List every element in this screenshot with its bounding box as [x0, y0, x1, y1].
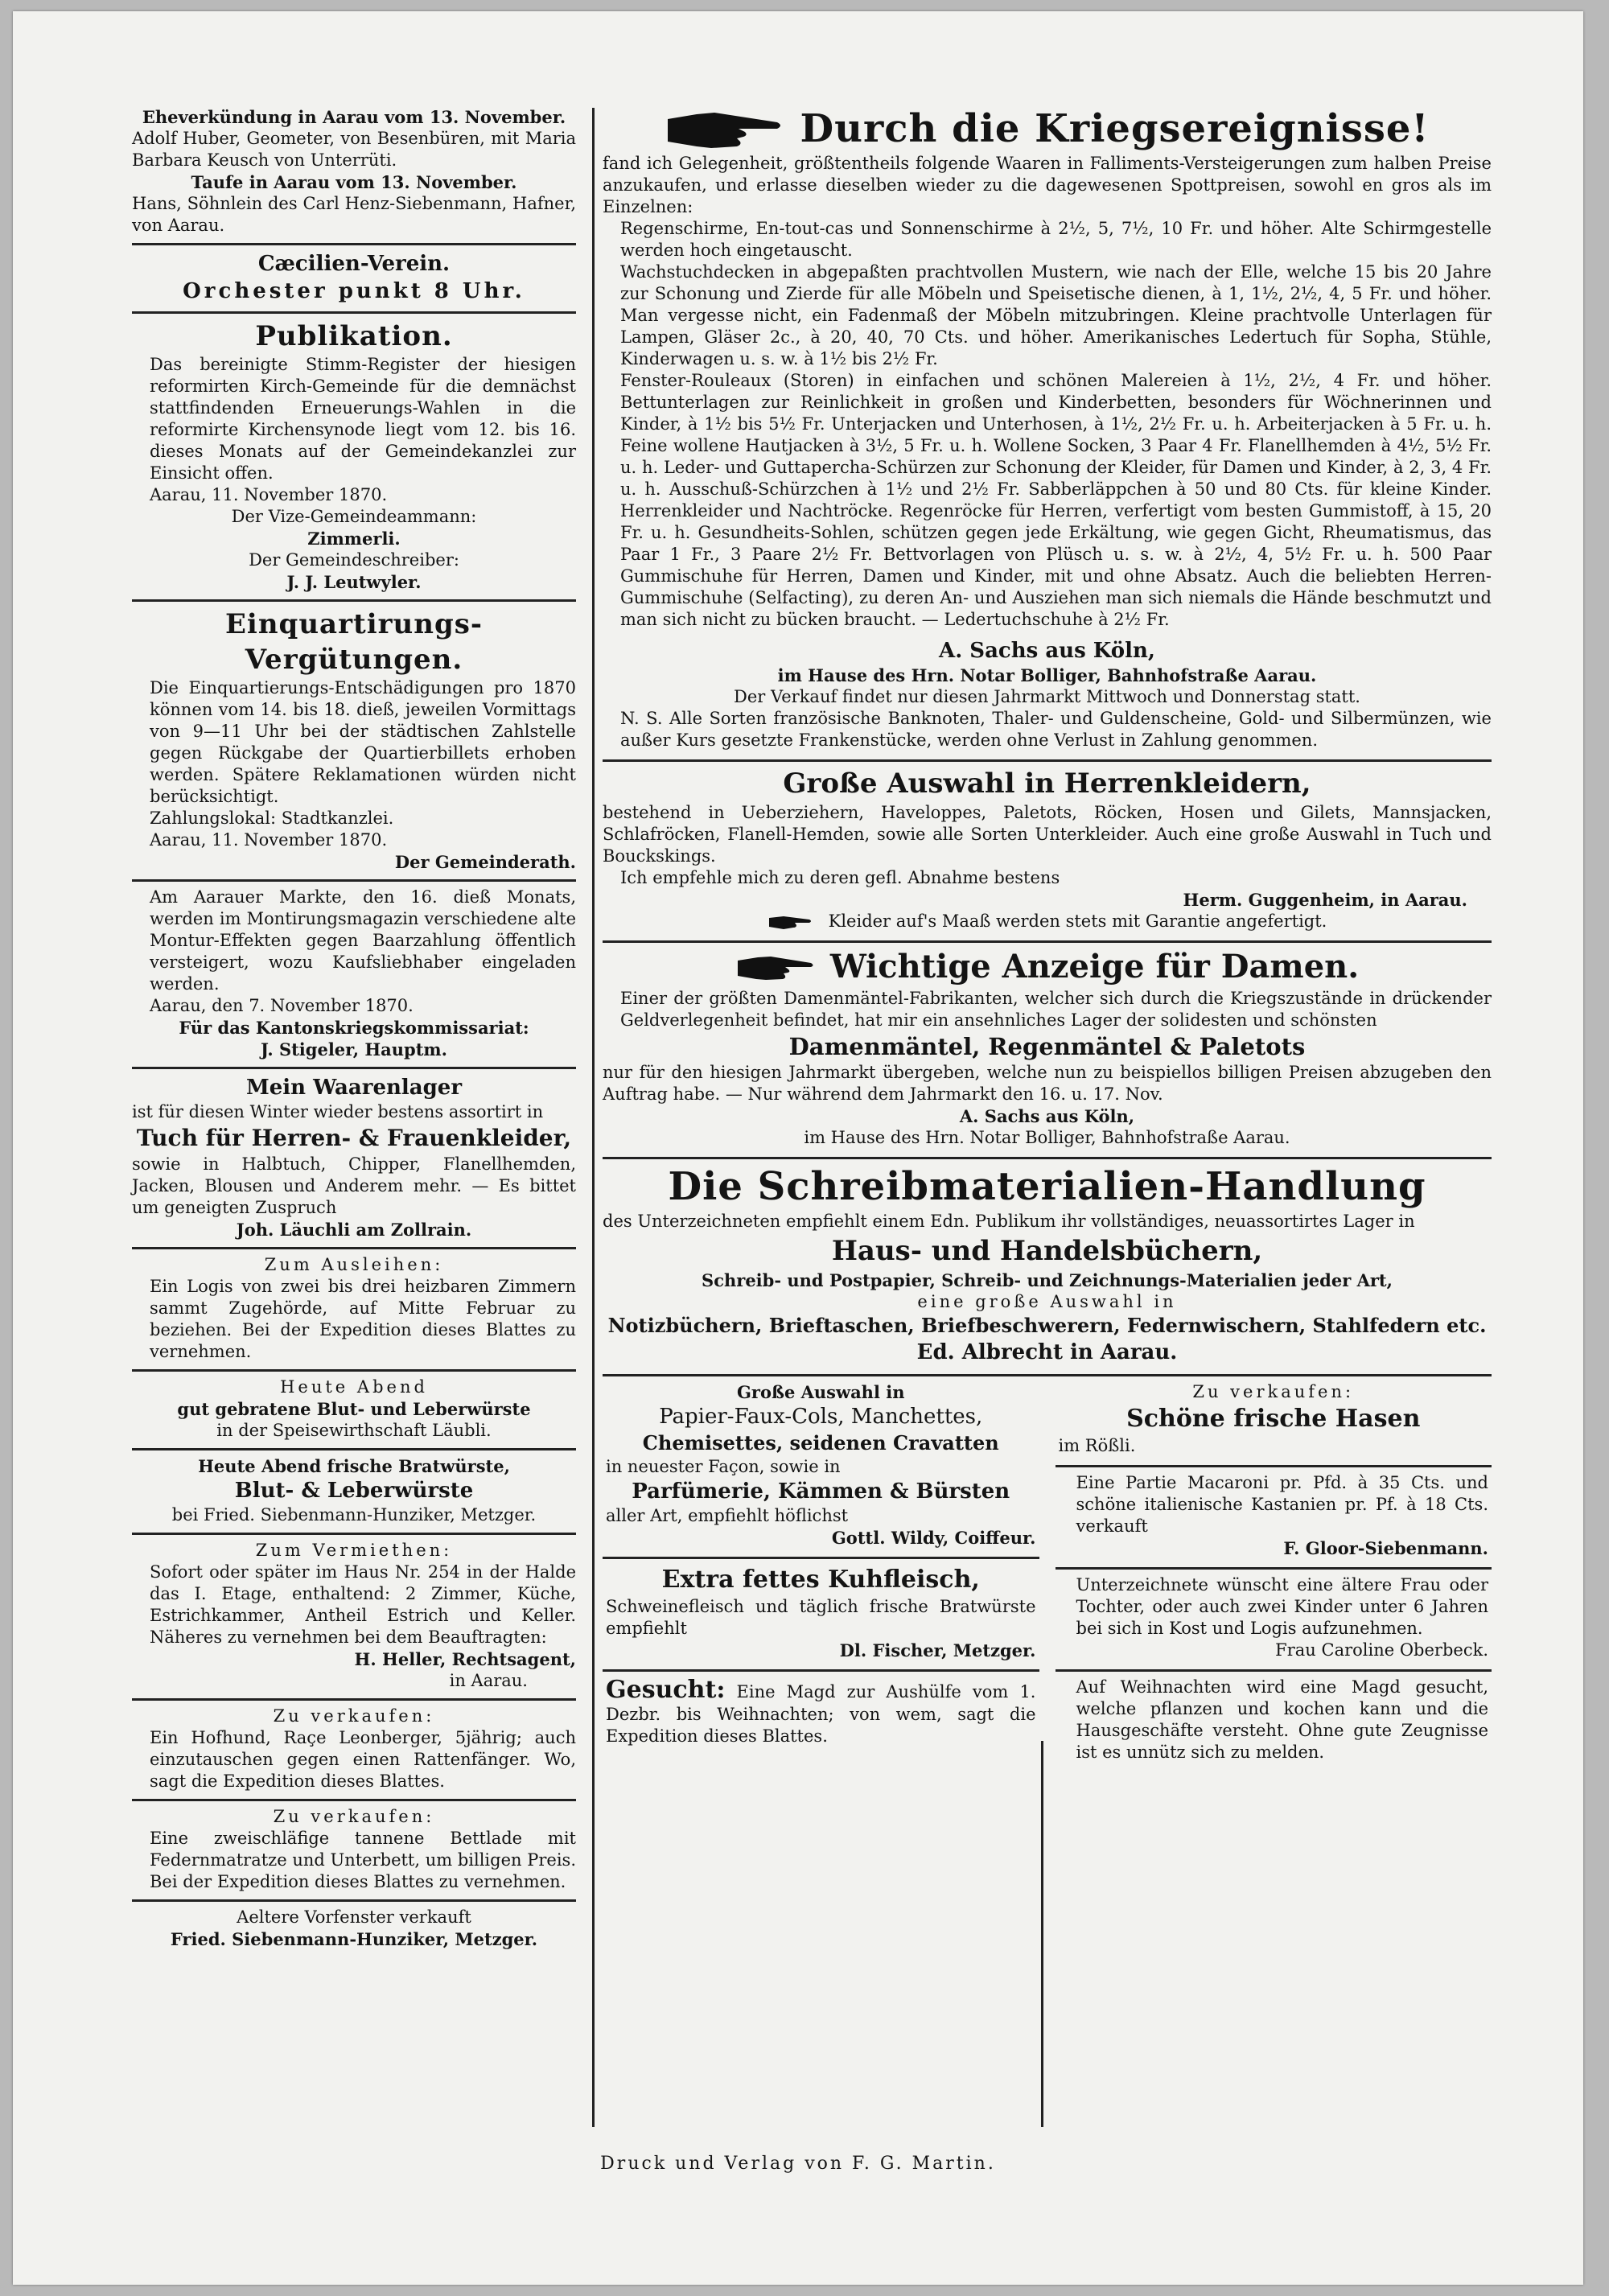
ad-hofhund: [132, 1701, 576, 1801]
logis-body: Ein Logis von zwei bis drei heizbaren Zimmern sammt Zugehörde, auf Mitte Februar zu beziehen. Bei der Expedition dieses Blattes zu vernehmen.: [150, 1277, 576, 1361]
ad-eheverkuendung: [132, 101, 576, 245]
gesucht-label: Gesucht:: [606, 1676, 726, 1704]
einquartierung-title: Einquartirungs-Vergütungen.: [225, 608, 483, 676]
small-ads-right: [1056, 1376, 1492, 1771]
wildy-l6: aller Art, empfiehlt höflichst: [606, 1506, 849, 1525]
schreib-title: Die Schreibmaterialien-Handlung: [668, 1164, 1426, 1209]
ad-heute-abend-1: [132, 1372, 576, 1450]
schreib-l4: Notizbüchern, Brieftaschen, Briefbeschwerern, Federnwischern, Stahlfedern etc.: [607, 1314, 1487, 1337]
kriegs-p2: Wachstuchdecken in abgepaßten prachtvollen Mustern, wie nach der Elle, welche 15 bis 20 Jahre zur Schonung und Zierde für alle Möbeln und Speisetische dienen, à 1, 1½, 2½, 4, 5 Fr. und höher. Man vergesse nicht, ein Fadenmaß der Möbeln mitzubringen. Kleine prachtvolle Unterlagen für Lampen, Gläser 2c., à 20, 40, 70 Cts. und höher. Amerikanisches Ledertuch für Sopha, Stühle, Kinderwagen u. s. w. à 1½ bis 2½ Fr.: [620, 262, 1492, 368]
heute1-l3: in der Speisewirthschaft Läubli.: [216, 1421, 492, 1440]
small-ads-grid: [603, 1376, 1492, 1771]
publikation-date: Aarau, 11. November 1870.: [150, 485, 388, 504]
ad-logis: [132, 1249, 576, 1372]
newspaper-page: [13, 11, 1583, 2285]
einquartierung-date: Aarau, 11. November 1870.: [150, 830, 388, 850]
hasen-place: im Rößli.: [1058, 1436, 1136, 1455]
vermiethen-body: Sofort oder später im Haus Nr. 254 in der Halde das I. Etage, enthaltend: 2 Zimmer, Küche, Estrichkammer, Antheil Estrich und Keller. Näheres zu vernehmen bei dem Beauftragten:: [150, 1562, 576, 1647]
schreib-sign: Ed. Albrecht in Aarau.: [916, 1340, 1178, 1364]
damen-big: Damenmäntel, Regenmäntel & Paletots: [788, 1033, 1306, 1060]
kriegs-header: [603, 105, 1492, 153]
subcolumn-divider: [1041, 1741, 1043, 2127]
ad-wildy: [603, 1376, 1039, 1559]
kriegs-sign2: im Hause des Hrn. Notar Bolliger, Bahnhofstraße Aarau.: [777, 665, 1317, 685]
waarenlager-body: sowie in Halbtuch, Chipper, Flanellhemden, Jacken, Blousen und Anderem mehr. — Es bittet um geneigten Zuspruch: [132, 1154, 576, 1217]
pointing-hand-icon: [767, 912, 813, 932]
kuhfleisch-title: Extra fettes Kuhfleisch,: [661, 1566, 980, 1594]
damen-title: Wichtige Anzeige für Damen.: [829, 948, 1360, 985]
kuhfleisch-body: Schweinefleisch und täglich frische Bratwürste empfiehlt: [606, 1597, 1036, 1638]
hofhund-head: Zu verkaufen:: [273, 1706, 435, 1726]
einquartierung-body: Die Einquartierungs-Entschädigungen pro 1870 können vom 14. bis 18. dieß, jeweilen Vormittags von 9—11 Uhr bei der städtischen Zahlstelle gegen Rückgabe der Quartierbillets erhoben werden. Spätere Reklamationen würden nicht berücksichtigt.: [150, 678, 576, 806]
ad-waarenlager: [132, 1069, 576, 1249]
ad-magd: [1056, 1672, 1492, 1771]
montur-sign: J. Stigeler, Hauptm.: [261, 1039, 447, 1060]
kriegs-p1: Regenschirme, En-tout-cas und Sonnenschirme à 2½, 5, 7½, 10 Fr. und höher. Alte Schirmgestelle werden hoch eingetauscht.: [620, 219, 1492, 260]
bettlade-head: Zu verkaufen:: [273, 1807, 435, 1826]
waarenlager-intro: ist für diesen Winter wieder bestens assortirt in: [132, 1102, 544, 1121]
ad-herrenkleider: [603, 762, 1492, 943]
hofhund-body: Ein Hofhund, Raçe Leonberger, 5jährig; auch einzutauschen gegen einen Rattenfänger. Wo, sagt die Expedition dieses Blattes.: [150, 1728, 576, 1791]
kriegs-p3: Fenster-Rouleaux (Storen) in einfachen und schönen Malereien à 1½, 2½, 4 Fr. und höher. Bettunterlagen zur Reinlichkeit in großen und Kinderbetten, besonders für Wöchnerinnen und Kinder, à 1½ bis 5½ Fr. Unterjacken und Unterhosen, à 1½, 2½ Fr. u. h. Arbeiterjacken à 5 Fr. u. h. Feine wollene Hautjacken à 3½, 5 Fr. u. h. Wollene Socken, 3 Paar 4 Fr. Flanellhemden à 4½, 5½ Fr. u. h. Leder- und Guttapercha-Schürzen zur Schonung der Kleider, für Damen und Kinder, à 2, 3, 4 Fr. u. h. Ausschuß-Schürzchen à 1½ und 2½ Fr. Sabberläppchen à 50 und 80 Cts. für kleine Kinder. Herrenkleider und Nachtröcke. Regenröcke für Herren, verfertigt vom besten Gummistoff, à 15, 20 Fr. u. h. Gesundheits-Sohlen, schützen gegen jede Erkältung, wie gegen Gicht, Rheumatismus, das Paar 1 Fr., 3 Paare 2½ Fr. Bettvorlagen von Plüsch u. s. w. à 2½, 4, 5½ Fr. u. h. 500 Paar Gummischuhe für Herren, Damen und Kinder, mit und ohne Absatz. Auch die beliebten Herren-Gummischuhe (Selfacting), zu deren An- und Ausziehen man sich niemals die Hände beschmutzt und man sich nicht zu bücken braucht. — Ledertuchschuhe à 2½ Fr.: [620, 371, 1492, 629]
wildy-sign: Gottl. Wildy, Coiffeur.: [831, 1528, 1036, 1548]
vermiethen-sign: H. Heller, Rechtsagent,: [354, 1649, 576, 1669]
damen-header: [603, 946, 1492, 988]
wildy-l3: Chemisettes, seidenen Cravatten: [642, 1431, 999, 1455]
herren-massline-row: [603, 911, 1492, 932]
publikation-title: Publikation.: [255, 320, 453, 352]
ad-kuhfleisch: [603, 1559, 1039, 1672]
magd-body: Auf Weihnachten wird eine Magd gesucht, welche pflanzen und kochen kann und die Hausgeschäfte versteht. Ohne gute Zeugnisse ist es unnütz sich zu melden.: [1076, 1677, 1488, 1762]
ad-damen: [603, 943, 1492, 1159]
gesucht-body: Eine Magd zur Aushülfe vom 1. Dezbr. bis Weihnachten; von wem, sagt die Expedition dieses Blattes.: [606, 1682, 1036, 1746]
herren-body: bestehend in Ueberziehern, Haveloppes, Paletots, Röcken, Hosen und Gilets, Mannsjacken, Schlafröcken, Flanell-Hemden, sowie alle Sorten Unterkleider. Auch eine große Auswahl in Tuch und Bouckskings.: [603, 803, 1492, 866]
ad-vorfenster: [132, 1902, 576, 1957]
vermiethen-place: in Aarau.: [449, 1671, 528, 1690]
ad-hasen: [1056, 1376, 1492, 1467]
publikation-name2: J. J. Leutwyler.: [286, 572, 422, 592]
schreib-l2: Schreib- und Postpapier, Schreib- und Zeichnungs-Materialien jeder Art,: [702, 1270, 1393, 1290]
kriegs-verkauf: Der Verkauf findet nur diesen Jahrmarkt Mittwoch und Donnerstag statt.: [734, 687, 1360, 706]
herren-massline: Kleider auf's Maaß werden stets mit Garantie angefertigt.: [828, 911, 1327, 931]
einquartierung-lokal: Zahlungslokal: Stadtkanzlei.: [150, 809, 394, 828]
kriegs-sign1: A. Sachs aus Köln,: [939, 639, 1155, 663]
montur-office: Für das Kantonskriegskommissariat:: [179, 1018, 529, 1038]
publikation-office2: Der Gemeindeschreiber:: [249, 550, 459, 570]
publikation-body: Das bereinigte Stimm-Register der hiesigen reformirten Kirch-Gemeinde für die demnächst stattfindenden Erneuerungs-Wahlen in die reformirte Kirchensynode liegt vom 12. bis 16. dieses Monats auf der Gemeindekanzlei zur Einsicht offen.: [150, 355, 576, 483]
ad-einquartierung: [132, 602, 576, 882]
ad-publikation: [132, 314, 576, 602]
herren-sign: Herm. Guggenheim, in Aarau.: [1183, 890, 1467, 910]
caecilien-line: Orchester punkt 8 Uhr.: [183, 279, 525, 303]
column-divider: [592, 108, 595, 2127]
wildy-l2: Papier-Faux-Cols, Manchettes,: [659, 1405, 983, 1429]
heute2-l3: bei Fried. Siebenmann-Hunziker, Metzger.: [171, 1505, 537, 1524]
caecilien-title: Cæcilien-Verein.: [257, 252, 451, 276]
vermiethen-head: Zum Vermiethen:: [255, 1541, 453, 1560]
pointing-hand-icon: [665, 105, 785, 153]
ad-macaroni: [1056, 1467, 1492, 1570]
damen-sign1: A. Sachs aus Köln,: [959, 1106, 1135, 1126]
herren-title: Große Auswahl in Herrenkleidern,: [783, 767, 1311, 800]
kriegs-ns: N. S. Alle Sorten französische Banknoten, Thaler- und Guldenscheine, Gold- und Silbermünzen, wie außer Kurs gesetzte Frankenstücke, werden ohne Verlust in Zahlung genommen.: [620, 709, 1492, 750]
ad-bettlade: [132, 1801, 576, 1902]
wildy-l1: Große Auswahl in: [736, 1382, 905, 1402]
vorfenster-l1: Aeltere Vorfenster verkauft: [237, 1907, 471, 1927]
hasen-head: Zu verkaufen:: [1192, 1382, 1355, 1401]
heute2-l2: Blut- & Leberwürste: [234, 1479, 474, 1503]
ad-montur: [132, 882, 576, 1069]
imprint-footer: Druck und Verlag von F. G. Martin.: [600, 2154, 996, 2174]
schreib-big: Haus- und Handelsbüchern,: [831, 1235, 1263, 1267]
logis-head: Zum Ausleihen:: [264, 1255, 444, 1274]
ad-gesucht: [603, 1672, 1039, 1755]
ehe-heading: Eheverkündung in Aarau vom 13. November.: [142, 107, 566, 127]
einquartierung-sign: Der Gemeinderath.: [394, 852, 576, 872]
macaroni-body: Eine Partie Macaroni pr. Pfd. à 35 Cts. und schöne italienische Kastanien pr. Pf. à 18 Cts. verkauft: [1076, 1473, 1488, 1536]
ad-schreibmaterialien: [603, 1159, 1492, 1376]
macaroni-sign: F. Gloor-Siebenmann.: [1283, 1538, 1488, 1558]
damen-sign2: im Hause des Hrn. Notar Bolliger, Bahnhofstraße Aarau.: [804, 1128, 1290, 1147]
ad-heute-abend-2: [132, 1450, 576, 1535]
ad-kriegsereignisse: [603, 101, 1492, 762]
kriegs-intro: fand ich Gelegenheit, größtentheils folgende Waaren in Falliments-Versteigerungen zum halben Preise anzukaufen, und erlasse dieselben wieder zu die dagewesenen Spottpreisen, sowohl en gros als im Einzelnen:: [603, 154, 1492, 216]
right-column: [603, 101, 1492, 1771]
taufe-heading: Taufe in Aarau vom 13. November.: [191, 172, 517, 192]
ad-vermiethen: [132, 1535, 576, 1701]
heute2-l1: Heute Abend frische Bratwürste,: [198, 1456, 510, 1476]
taufe-text: Hans, Söhnlein des Carl Henz-Siebenmann, Hafner, von Aarau.: [132, 194, 576, 235]
damen-body: nur für den hiesigen Jahrmarkt übergeben, welche nun zu beispiellos billigen Preisen abzugeben den Auftrag habe. — Nur während dem Jahrmarkt den 16. u. 17. Nov.: [603, 1063, 1492, 1104]
damen-intro: Einer der größten Damenmäntel-Fabrikanten, welcher sich durch die Kriegszustände in drückender Geldverlegenheit befindet, hat mir ein ansehnliches Lager der solidesten und schönsten: [620, 989, 1492, 1030]
small-ads-gap: [1039, 1376, 1056, 1771]
heute1-l2: gut gebratene Blut- und Leberwürste: [177, 1399, 531, 1419]
waarenlager-big: Tuch für Herren- & Frauenkleider,: [136, 1125, 572, 1151]
waarenlager-sign: Joh. Läuchli am Zollrain.: [236, 1220, 472, 1240]
ad-frau: [1056, 1570, 1492, 1672]
waarenlager-title: Mein Waarenlager: [245, 1076, 463, 1100]
publikation-name1: Zimmerli.: [307, 529, 401, 549]
bettlade-body: Eine zweischläfige tannene Bettlade mit Federnmatratze und Unterbett, um billigen Preis. Bei der Expedition dieses Blattes zu vernehmen.: [150, 1829, 576, 1891]
kriegs-title: Durch die Kriegsereignisse!: [800, 106, 1430, 151]
montur-date: Aarau, den 7. November 1870.: [150, 996, 414, 1015]
pointing-hand-icon: [735, 951, 816, 983]
small-ads-left: [603, 1376, 1039, 1771]
heute1-l1: Heute Abend: [280, 1377, 428, 1397]
frau-body: Unterzeichnete wünscht eine ältere Frau oder Tochter, oder auch zwei Kinder unter 6 Jahren bei sich in Kost und Logis aufzunehmen.: [1076, 1575, 1488, 1638]
herren-recommend: Ich empfehle mich zu deren gefl. Abnahme bestens: [620, 868, 1060, 887]
schreib-l3: eine große Auswahl in: [917, 1292, 1177, 1311]
kuhfleisch-sign: Dl. Fischer, Metzger.: [839, 1640, 1036, 1660]
frau-sign: Frau Caroline Oberbeck.: [1275, 1640, 1488, 1660]
hasen-title: Schöne frische Hasen: [1126, 1405, 1421, 1433]
montur-body: Am Aarauer Markte, den 16. dieß Monats, werden im Montirungsmagazin verschiedene alte Montur-Effekten gegen Baarzahlung öffentlich versteigert, wozu Kaufsliebhaber eingeladen werden.: [150, 887, 576, 994]
left-column: [132, 101, 576, 1957]
wildy-l4: in neuester Façon, sowie in: [606, 1457, 841, 1476]
schreib-intro: des Unterzeichneten empfiehlt einem Edn. Publikum ihr vollständiges, neuassortirtes Lager in: [603, 1212, 1415, 1231]
ad-caecilien: [132, 245, 576, 314]
wildy-l5: Parfümerie, Kämmen & Bürsten: [632, 1479, 1010, 1504]
publikation-office1: Der Vize-Gemeindeammann:: [231, 507, 477, 526]
ehe-text: Adolf Huber, Geometer, von Besenbüren, mit Maria Barbara Keusch von Unterrüti.: [132, 129, 576, 170]
vorfenster-l2: Fried. Siebenmann-Hunziker, Metzger.: [170, 1929, 538, 1949]
